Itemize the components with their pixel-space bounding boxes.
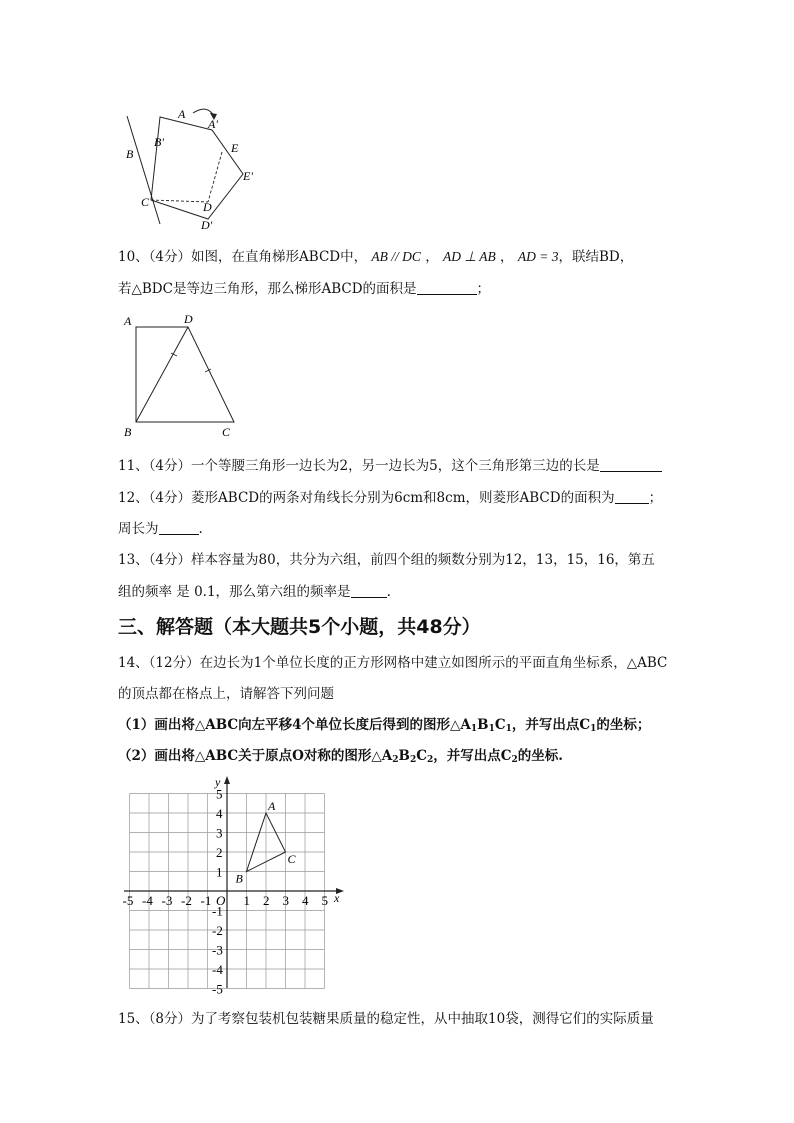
- vertex-label-B: B: [235, 871, 243, 886]
- vertex-label-C: C: [287, 852, 296, 866]
- coordinate-grid: [118, 772, 358, 996]
- q10-score: （4分）: [148, 249, 192, 265]
- q12-line1: [118, 488, 662, 508]
- sub-2: 2: [392, 755, 399, 765]
- q13-line2a: 组的频率 是 0.1，那么第六组的频率是: [118, 584, 351, 600]
- rotation-arrow: [193, 109, 214, 116]
- x-tick-label: -5: [122, 893, 134, 908]
- sub-2: 2: [426, 755, 434, 765]
- q12-area-blank[interactable]: [615, 489, 649, 504]
- q15-line: [118, 1009, 654, 1029]
- q12-line2: [118, 519, 203, 539]
- vertex-label-A: A: [268, 799, 276, 813]
- q12-number: 12、: [118, 490, 149, 506]
- section-title: 三、解答题（本大题共5个小题，共48分）: [118, 616, 481, 638]
- x-tick-label: -4: [142, 893, 153, 908]
- label-B-prime: B': [154, 135, 164, 149]
- q13-line2b: .: [386, 584, 391, 600]
- sub-2: 2: [511, 755, 518, 765]
- q14-line1: [118, 653, 667, 673]
- q12-perimeter-blank[interactable]: [159, 520, 199, 535]
- label-D-prime: D': [201, 218, 213, 232]
- sub-2: 2: [409, 755, 417, 765]
- q14-part2e: 的坐标.: [517, 748, 563, 764]
- y-tick-label: -3: [212, 942, 223, 958]
- q14-number: 14、: [118, 655, 149, 671]
- y-tick-label: 3: [216, 825, 223, 841]
- label-A: A: [124, 314, 132, 328]
- q10-line2b: ；: [476, 281, 491, 297]
- origin-label: O: [216, 893, 226, 908]
- q14-part1c: C: [494, 717, 506, 733]
- sub-1: 1: [470, 724, 478, 734]
- q14-text2: 的顶点都在格点上，请解答下列问题: [118, 686, 334, 702]
- q14-part1b: B: [477, 717, 489, 733]
- label-C: C: [222, 425, 231, 439]
- q15-score: （8分）: [148, 1011, 192, 1027]
- trapezoid-outline: [136, 327, 234, 422]
- q14-part1: [118, 715, 650, 739]
- q13-answer-blank[interactable]: [351, 583, 387, 598]
- q15-number: 15、: [118, 1011, 149, 1027]
- q14-part2: [118, 746, 563, 770]
- q12-text1: 菱形ABCD的两条对角线长分别为6cm和8cm，则菱形ABCD的面积为: [191, 490, 615, 506]
- q10-text1: 如图，在直角梯形ABCD中，: [191, 249, 368, 265]
- x-tick-label: 1: [243, 893, 250, 908]
- q10-answer-blank[interactable]: [417, 280, 477, 295]
- label-E: E: [231, 141, 239, 155]
- y-axis-arrow: [224, 776, 230, 784]
- x-tick-label: 2: [263, 893, 270, 908]
- trapezoid-figure: [118, 310, 248, 442]
- label-A-prime: A': [208, 117, 218, 131]
- pentagon-rotation-figure: [115, 100, 275, 240]
- sub-1: 1: [488, 724, 495, 734]
- q12-score: （4分）: [148, 490, 192, 506]
- y-axis-label: y: [215, 775, 221, 789]
- label-B: B: [124, 425, 132, 439]
- q14-score: （12分）: [148, 655, 200, 671]
- q13-number: 13、: [118, 552, 149, 568]
- label-D: D: [184, 312, 193, 326]
- y-tick-label: -5: [212, 981, 223, 996]
- q10-line1: 10、（4分）如图，在直角梯形ABCD中， AB // DC ， AD ⊥ AB ， AD = 3，联结BD，: [118, 249, 634, 265]
- q10-line2: [118, 279, 490, 299]
- q12-line2a: 周长为: [118, 521, 159, 537]
- q10-cond3: AD = 3: [517, 249, 559, 264]
- sub-1: 1: [505, 724, 512, 734]
- y-tick-label: -1: [212, 903, 223, 919]
- x-tick-label: 4: [302, 893, 309, 908]
- label-A: A: [178, 107, 186, 121]
- q13-line1: [118, 550, 655, 570]
- q11-answer-blank[interactable]: [600, 457, 662, 472]
- q14-part2c: C: [416, 748, 427, 764]
- q10-cond2: AD ⊥ AB: [443, 249, 496, 264]
- diagonal-bd: [136, 327, 188, 422]
- q15-text: 为了考察包装机包装糖果质量的稳定性，从中抽取10袋，测得它们的实际质量: [191, 1011, 654, 1027]
- x-axis-label: x: [334, 891, 340, 905]
- x-tick-label: -1: [200, 893, 212, 908]
- q14-part2d: ，并写出点C: [433, 748, 512, 764]
- q13-text: 样本容量为80，共分为六组，前四个组的频数分别为12，13，15，16，第五: [191, 552, 655, 568]
- q10-number: 10、: [118, 249, 149, 265]
- q11-text: 一个等腰三角形一边长为2，另一边长为5，这个三角形第三边的长是: [191, 458, 600, 474]
- x-tick-label: -2: [181, 893, 192, 908]
- y-tick-label: 1: [216, 864, 223, 880]
- label-E-prime: E': [243, 169, 253, 183]
- y-tick-label: -2: [212, 923, 223, 938]
- q14-line2: [118, 684, 334, 704]
- label-C: C: [141, 195, 150, 209]
- q12-text2: ；: [648, 490, 663, 506]
- x-tick-label: -3: [161, 893, 173, 908]
- pentagon-outline: [151, 117, 243, 219]
- q14-part1e: 的坐标；: [596, 717, 651, 733]
- y-tick-label: 5: [216, 786, 223, 802]
- y-tick-label: 4: [216, 806, 223, 821]
- q14-part2a: （2）画出将△ABC关于原点O对称的图形△A: [118, 748, 393, 764]
- q11-score: （4分）: [148, 458, 192, 474]
- q14-part1a: （1）画出将△ABC向左平移4个单位长度后得到的图形△A: [118, 717, 471, 733]
- label-D: D: [203, 200, 212, 214]
- q10-text2: ，联结BD，: [558, 249, 634, 265]
- q11-number: 11、: [118, 458, 149, 474]
- q14-part2b: B: [398, 748, 410, 764]
- label-B: B: [126, 147, 134, 161]
- q14-part1d: ，并写出点C: [511, 717, 591, 733]
- q10-line2a: 若△BDC是等边三角形，那么梯形ABCD的面积是: [118, 281, 417, 297]
- x-tick-label: 3: [282, 893, 289, 908]
- dashed-e-d: [208, 152, 222, 202]
- q11-line: [118, 456, 662, 476]
- y-tick-label: -4: [212, 962, 223, 977]
- dashed-c-d: [151, 200, 208, 202]
- q10-cond1: AB // DC: [371, 249, 421, 264]
- y-tick-label: 2: [216, 845, 223, 860]
- q13-score: （4分）: [148, 552, 192, 568]
- q14-text1: 在边长为1个单位长度的正方形网格中建立如图所示的平面直角坐标系，△ABC: [199, 655, 668, 671]
- x-tick-label: 5: [321, 893, 328, 908]
- q12-line2b: .: [198, 521, 203, 537]
- sub-1: 1: [590, 724, 597, 734]
- q13-line2: [118, 582, 391, 602]
